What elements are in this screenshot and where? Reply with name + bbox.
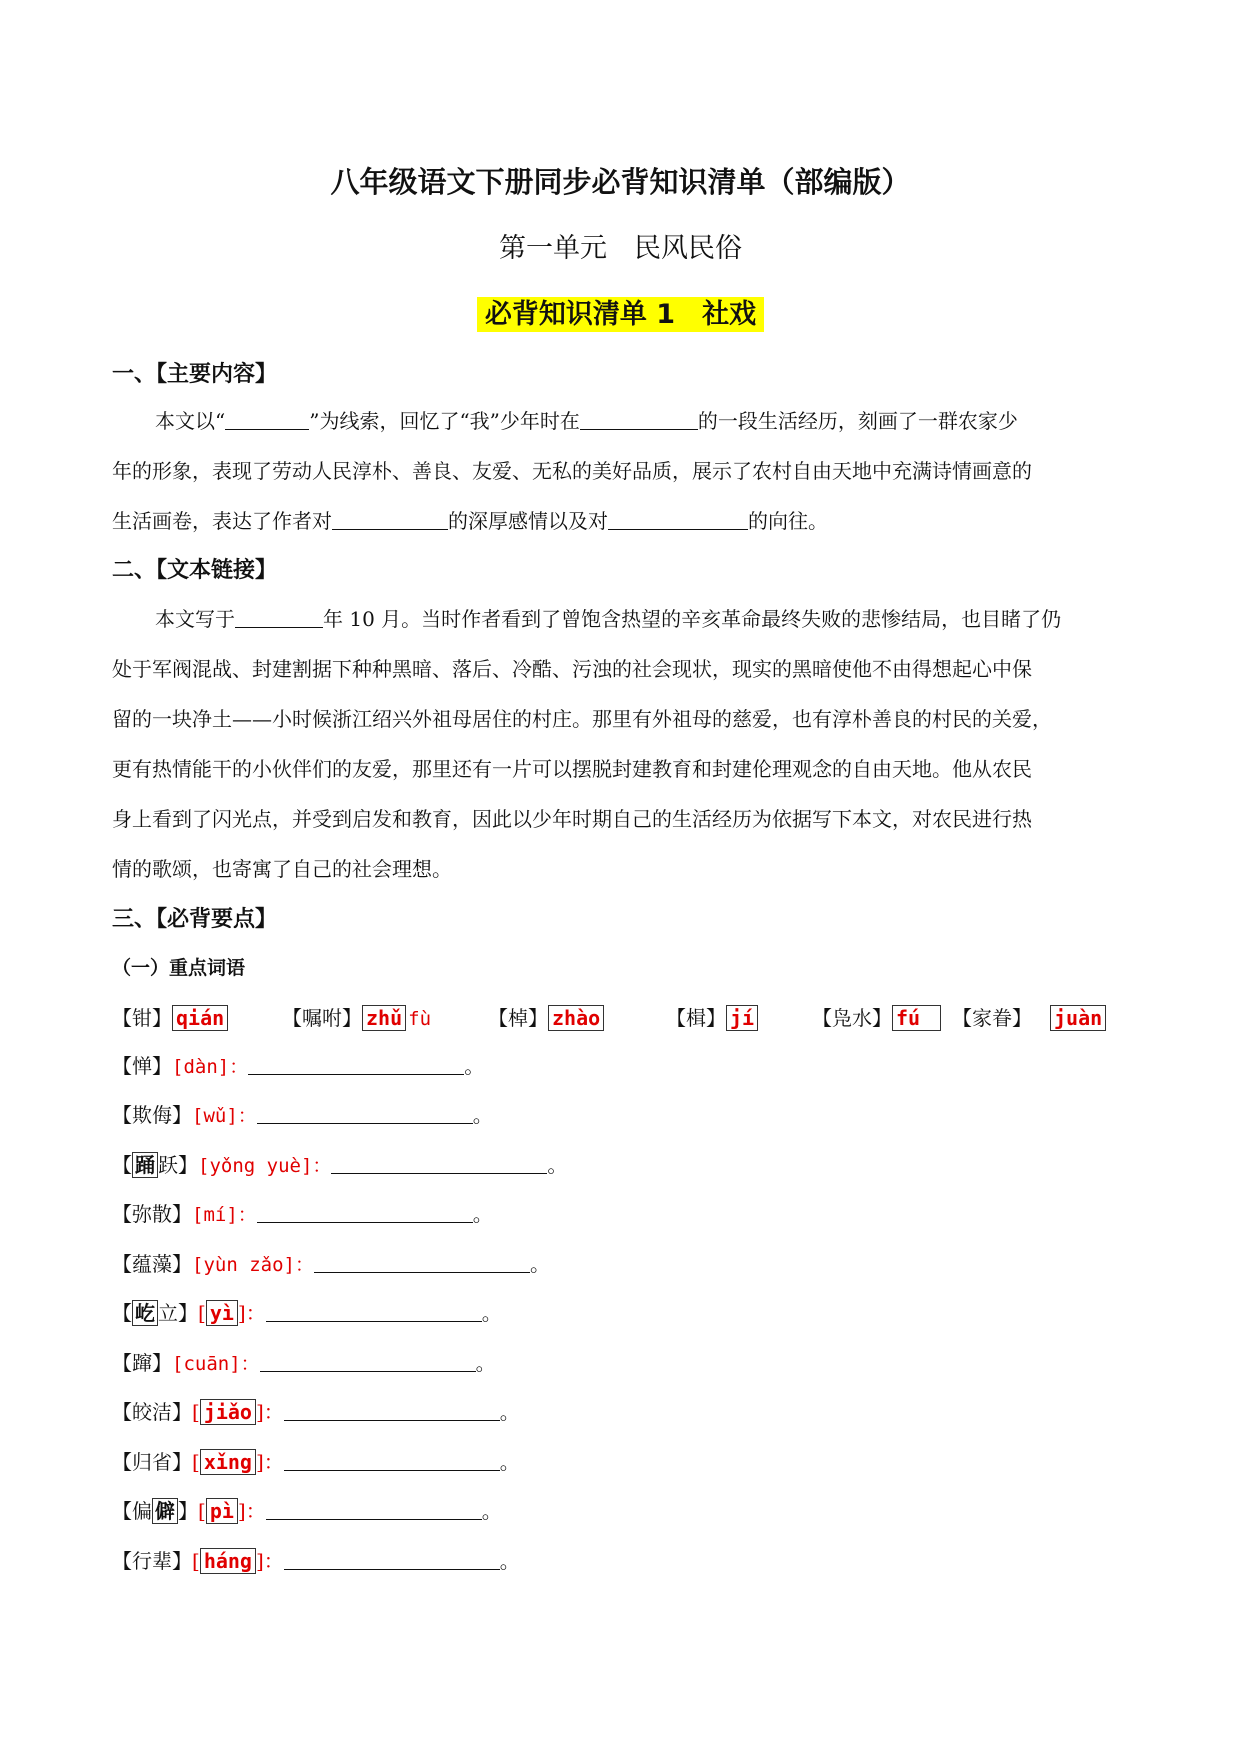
fill-blank[interactable] (580, 409, 698, 430)
vocab-word: 【钳】 (112, 1006, 172, 1030)
vocab-item (112, 1149, 567, 1178)
page-title: 八年级语文下册同步必背知识清单（部编版） (330, 165, 911, 199)
list-title: 必背知识清单 1 社戏 (477, 297, 764, 332)
vocab-word: 【欺侮】 (112, 1103, 192, 1127)
text-fragment: 的向往。 (748, 509, 828, 533)
vocab-word: 【 (112, 1301, 132, 1325)
text-fragment: 本文以“ (155, 409, 226, 433)
bracket: ]： (255, 1400, 284, 1424)
vocab-item (112, 1002, 228, 1031)
vocab-item (112, 1248, 550, 1277)
text-fragment: 的一段生活经历，刻画了一群农家少 (697, 409, 1018, 433)
punctuation: 。 (499, 1549, 520, 1573)
section-heading-main-content: 一、【主要内容】 (112, 362, 278, 387)
punctuation: 。 (464, 1054, 485, 1078)
vocab-pinyin: fù (408, 1008, 432, 1030)
vocab-pinyin: [mí]： (192, 1204, 257, 1226)
punctuation: 。 (529, 1252, 550, 1276)
boxed-character: 僻 (152, 1498, 178, 1524)
vocab-pinyin-box: jí (726, 1005, 758, 1031)
section-heading-key-points: 三、【必背要点】 (112, 907, 278, 932)
vocab-item (666, 1002, 758, 1031)
fill-blank[interactable] (608, 509, 748, 530)
bracket: ]： (237, 1301, 266, 1325)
vocab-word: 【蹿】 (112, 1351, 172, 1375)
paragraph-line: 情的歌颂，也寄寓了自己的社会理想。 (112, 857, 452, 881)
vocab-pinyin: [wǔ]： (192, 1105, 257, 1127)
vocab-pinyin-box: háng (200, 1548, 256, 1574)
fill-blank[interactable] (331, 1153, 547, 1174)
vocab-pinyin-box: yì (206, 1300, 238, 1326)
fill-blank[interactable] (284, 1400, 500, 1421)
boxed-character: 屹 (132, 1300, 158, 1326)
vocab-word: 跃】 (158, 1153, 198, 1177)
subsection-heading-vocabulary: （一）重点词语 (112, 957, 246, 979)
text-fragment: 年 10 月。当时作者看到了曾饱含热望的辛亥革命最终失败的悲惨结局，也目睹了仍 (323, 607, 1062, 631)
paragraph-line (155, 405, 1018, 434)
punctuation: 。 (481, 1301, 502, 1325)
vocab-word: 【嘱咐】 (282, 1006, 362, 1030)
fill-blank[interactable] (248, 1054, 464, 1075)
vocab-pinyin: [yùn zǎo]： (192, 1254, 314, 1276)
vocab-item (282, 1002, 431, 1031)
vocab-pinyin: [dàn]： (172, 1056, 249, 1078)
punctuation: 。 (499, 1400, 520, 1424)
vocab-word: 【惮】 (112, 1054, 172, 1078)
vocab-word: 【凫水】 (812, 1006, 892, 1030)
vocab-item (488, 1002, 604, 1031)
punctuation: 。 (547, 1153, 568, 1177)
boxed-character: 踊 (132, 1152, 158, 1178)
vocab-word: 【棹】 (488, 1006, 548, 1030)
vocab-item (952, 1002, 1106, 1031)
vocab-pinyin-box: jiǎo (200, 1399, 256, 1425)
vocab-item (112, 1297, 502, 1326)
section-heading-text-link: 二、【文本链接】 (112, 558, 278, 583)
fill-blank[interactable] (284, 1450, 500, 1471)
vocab-item (112, 1396, 520, 1425)
punctuation: 。 (481, 1499, 502, 1523)
bracket: [ (198, 1499, 206, 1523)
list-title-wrap (0, 292, 1241, 331)
vocab-item (112, 1050, 484, 1079)
vocab-pinyin-box: pì (206, 1498, 238, 1524)
fill-blank[interactable] (266, 1499, 482, 1520)
text-fragment: 生活画卷，表达了作者对 (112, 509, 332, 533)
vocab-item (112, 1198, 493, 1227)
vocab-item (112, 1446, 520, 1475)
vocab-item (112, 1099, 493, 1128)
paragraph-line: 处于军阀混战、封建割据下种种黑暗、落后、冷酷、污浊的社会现状，现实的黑暗使他不由得想起心中保 (112, 657, 1032, 681)
paragraph-line: 年的形象，表现了劳动人民淳朴、善良、友爱、无私的美好品质，展示了农村自由天地中充满诗情画意的 (112, 459, 1032, 483)
vocab-word: 【弥散】 (112, 1202, 192, 1226)
punctuation: 。 (472, 1103, 493, 1127)
paragraph-line (155, 603, 1061, 632)
fill-blank[interactable] (257, 1103, 473, 1124)
paragraph-line: 身上看到了闪光点，并受到启发和教育，因此以少年时期自己的生活经历为依据写下本文，对农民进行热 (112, 807, 1032, 831)
vocab-word: 】 (178, 1499, 198, 1523)
fill-blank[interactable] (225, 409, 309, 430)
vocab-pinyin-box: xǐng (200, 1449, 256, 1475)
vocab-word: 【楫】 (666, 1006, 726, 1030)
vocab-item (112, 1347, 496, 1376)
vocab-pinyin: [yǒng yuè]： (198, 1155, 332, 1177)
vocab-word: 【 (112, 1153, 132, 1177)
fill-blank[interactable] (314, 1252, 530, 1273)
paragraph-line (112, 505, 828, 534)
fill-blank[interactable] (284, 1549, 500, 1570)
text-fragment: ”为线索，回忆了“我”少年时在 (309, 409, 580, 433)
vocab-pinyin-box: fú (892, 1005, 941, 1031)
vocab-item (112, 1545, 520, 1574)
fill-blank[interactable] (266, 1301, 482, 1322)
vocab-pinyin-box: qián (172, 1005, 228, 1031)
fill-blank[interactable] (332, 509, 448, 530)
paragraph-line: 留的一块净土——小时候浙江绍兴外祖母居住的村庄。那里有外祖母的慈爱，也有淳朴善良的村民的关爱， (112, 707, 1052, 731)
vocab-word: 【偏 (112, 1499, 152, 1523)
vocab-word: 【归省】 (112, 1450, 192, 1474)
vocab-item (112, 1495, 502, 1524)
paragraph-line: 更有热情能干的小伙伴们的友爱，那里还有一片可以摆脱封建教育和封建伦理观念的自由天地。他从农民 (112, 757, 1032, 781)
vocab-word: 【蕴藻】 (112, 1252, 192, 1276)
text-fragment: 本文写于 (155, 607, 235, 631)
unit-title: 第一单元 民风民俗 (499, 233, 742, 264)
fill-blank[interactable] (235, 607, 323, 628)
vocab-word: 【家眷】 (952, 1006, 1032, 1030)
fill-blank[interactable] (260, 1351, 476, 1372)
text-fragment: 的深厚感情以及对 (448, 509, 608, 533)
bracket: ]： (255, 1450, 284, 1474)
vocab-word: 立】 (158, 1301, 198, 1325)
bracket: [ (192, 1549, 200, 1573)
punctuation: 。 (499, 1450, 520, 1474)
punctuation: 。 (472, 1202, 493, 1226)
vocab-pinyin: [cuān]： (172, 1353, 260, 1375)
vocab-word: 【皎洁】 (112, 1400, 192, 1424)
vocab-pinyin-box: zhǔ (362, 1005, 406, 1031)
punctuation: 。 (475, 1351, 496, 1375)
bracket: [ (192, 1400, 200, 1424)
bracket: [ (198, 1301, 206, 1325)
bracket: ]： (237, 1499, 266, 1523)
bracket: ]： (255, 1549, 284, 1573)
fill-blank[interactable] (257, 1202, 473, 1223)
vocab-word: 【行辈】 (112, 1549, 192, 1573)
bracket: [ (192, 1450, 200, 1474)
vocab-item (812, 1002, 941, 1031)
vocab-pinyin-box: zhào (548, 1005, 604, 1031)
vocab-pinyin-box: juàn (1050, 1005, 1106, 1031)
